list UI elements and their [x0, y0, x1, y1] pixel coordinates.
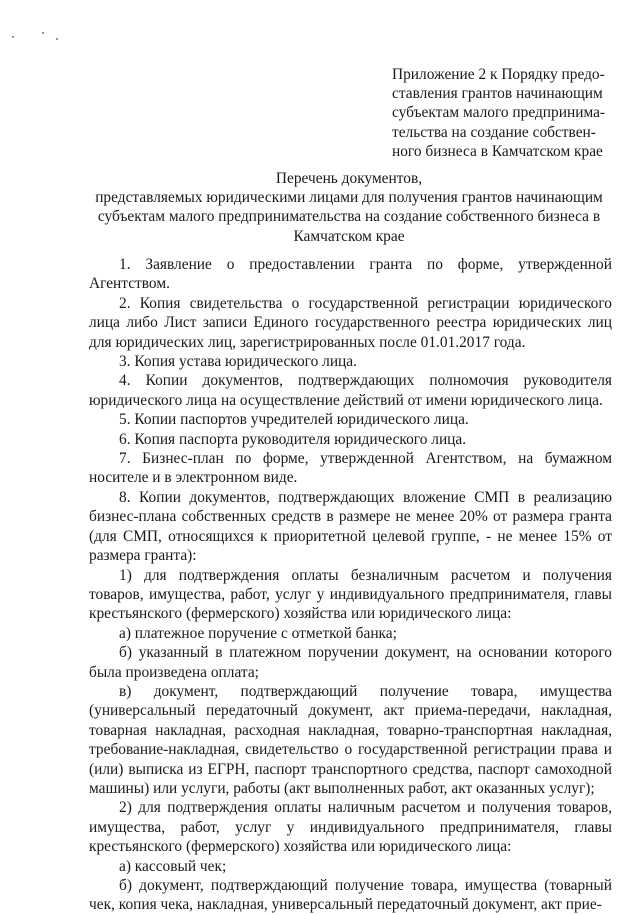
- sub-item: 2) для подтверждения оплаты наличным расчетом и получения товаров, имущества, работ, услуг у индивидуального предпринимателя, главы крестьянского (фермерского) хозяйства или юридического лица:: [89, 799, 612, 856]
- appendix-note: Приложение 2 к Порядку предо- ставления грантов начинающим субъектам малого предпринима- тельства на создание собствен- ного бизнеса в Камчатском крае: [392, 66, 606, 160]
- title-line-1: Перечень документов,: [275, 170, 423, 187]
- sub-item: а) кассовый чек;: [119, 857, 227, 875]
- scan-specks: [12, 32, 72, 42]
- list-item: 2. Копия свидетельства о государственной регистрации юридического лица либо Лист записи Единого государственного реестра юридических лиц для юридических лиц, зарегистрированных после 01.01.2017 года.: [89, 294, 612, 351]
- list-item: 4. Копии документов, подтверждающих полномочия руководителя юридического лица на осуществление действий от имени юридического лица.: [89, 372, 612, 409]
- list-item: 8. Копии документов, подтверждающих вложение СМП в реализацию бизнес-плана собственных средств в размере не менее 20% от размера гранта (для СМП, относящихся к приоритетной целевой группе, - не менее 15% от размера гранта):: [89, 488, 612, 565]
- list-item: 5. Копии паспортов учредителей юридического лица.: [119, 411, 469, 429]
- list-item: 6. Копия паспорта руководителя юридического лица.: [119, 430, 467, 448]
- sub-item: а) платежное поручение с отметкой банка;: [119, 624, 397, 642]
- document-title: [86, 169, 612, 246]
- list-item: 7. Бизнес-план по форме, утвержденной Агентством, на бумажном носителе и в электронном виде.: [89, 450, 612, 487]
- list-item: 3. Копия устава юридического лица.: [119, 353, 357, 371]
- sub-item: в) документ, подтверждающий получение товара, имущества (универсальный передаточный документ, акт приема-передачи, накладная, товарная накладная, расходная накладная, товарно-транспортная накладная, требование-накладная, свидетельство о государственной регистрации права и (или) выписка из ЕГРН, паспорт транспортного средства, паспорт самоходной машины) или услуги, работы (акт выполненных работ, акт оказанных услуг);: [89, 682, 612, 797]
- title-line-2: представляемых юридическими лицами для получения грантов начинающим субъектам малого предпринимательства на создание собственного бизнеса в Камчатском крае: [95, 189, 603, 245]
- sub-item: б) указанный в платежном поручении документ, на основании которого была произведена оплата;: [89, 644, 612, 681]
- sub-item: б) документ, подтверждающий получение товара, имущества (товарный чек, копия чека, накладная, универсальный передаточный документ, акт прие-: [89, 877, 612, 914]
- document-body: [89, 255, 612, 915]
- list-item: 1. Заявление о предоставлении гранта по форме, утвержденной Агентством.: [89, 256, 612, 293]
- sub-item: 1) для подтверждения оплаты безналичным расчетом и получения товаров, имущества, работ, услуг у индивидуального предпринимателя, главы крестьянского (фермерского) хозяйства или юридического лица:: [89, 566, 612, 623]
